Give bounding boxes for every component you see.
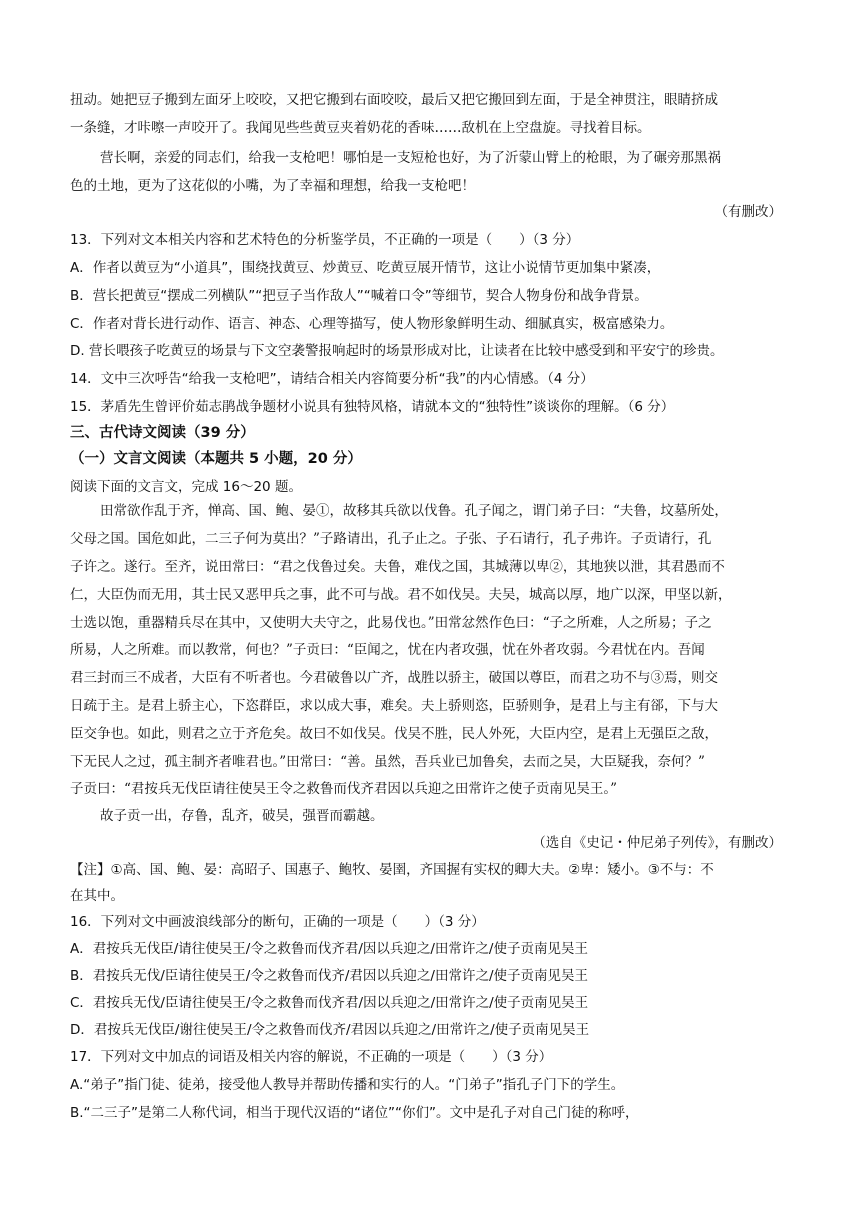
text-line: 【注】①高、国、鲍、晏：高昭子、国惠子、鲍牧、晏圉，齐国握有实权的卿大夫。②卑：矮小。③不与：不	[70, 862, 714, 878]
text-line: B．君按兵无伐/臣请往使吴王/令之救鲁而伐齐/君因以兵迎之/田常许之/使子贡南见吴王	[70, 968, 589, 984]
text-line: 君三封而三不成者，大臣有不听者也。今君破鲁以广齐，战胜以骄主，破国以尊臣，而君之功不与③焉，则交	[70, 670, 718, 686]
text-line: 父母之国。国危如此，二三子何为莫出？”子路请出，孔子止之。子张、子石请行，孔子弗许。子贡请行，孔	[70, 531, 712, 547]
text-line: A.“弟子”指门徒、徒弟，接受他人教导并帮助传播和实行的人。“门弟子”指孔子门下的学生。	[70, 1077, 625, 1093]
text-line: C．君按兵无伐/臣请往使吴王/令之救鲁而伐齐君/因以兵迎之/田常许之/使子贡南见吴王	[70, 995, 589, 1011]
text-line: 仁，大臣伪而无用，其士民又恶甲兵之事，此不可与战。君不如伐吴。夫吴，城高以厚，地广以深，甲坚以新，	[70, 587, 732, 603]
text-line: （选自《史记・仲尼弟子列传》，有删改）	[532, 835, 782, 851]
text-line: 三、古代诗文阅读（39 分）	[70, 425, 255, 441]
text-line: B.“二三子”是第二人称代词，相当于现代汉语的“诸位”“你们”。文中是孔子对自己门徒的称呼，	[70, 1105, 639, 1121]
text-line: D．君按兵无伐臣/谢往使吴王/令之救鲁而伐齐/君因以兵迎之/田常许之/使子贡南见吴王	[70, 1022, 590, 1038]
text-line: 日疏于主。是君上骄主心，下恣群臣，求以成大事，难矣。夫上骄则恣，臣骄则争，是君上与主有郤，下与大	[70, 698, 718, 714]
text-line: 田常欲作乱于齐，惮高、国、鲍、晏①，故移其兵欲以伐鲁。孔子闻之，谓门弟子曰：“夫鲁，坟墓所处，	[100, 503, 728, 519]
text-line: A．作者以黄豆为“小道具”，围绕找黄豆、炒黄豆、吃黄豆展开情节，这让小说情节更加集中紧凑，	[70, 260, 661, 276]
text-line: 14．文中三次呼告“给我一支枪吧”，请结合相关内容简要分析“我”的内心情感。（4 分）	[70, 371, 594, 387]
text-line: 营长啊，亲爱的同志们，给我一支枪吧！哪怕是一支短枪也好，为了沂蒙山臂上的枪眼，为了碾旁那黑祸	[100, 150, 721, 166]
text-line: 子许之。遂行。至齐，说田常曰：“君之伐鲁过矣。夫鲁，难伐之国，其城薄以卑②，其地狭以泄，其君愚而不	[70, 559, 725, 575]
text-line: C．作者对背长进行动作、语言、神态、心理等描写，使人物形象鲜明生动、细腻真实，极富感染力。	[70, 316, 674, 332]
text-line: 15．茅盾先生曾评价茹志鹃战争题材小说具有独特风格，请就本文的“独特性”谈谈你的理解。（6 分）	[70, 399, 675, 415]
text-line: 士选以饱，重器精兵尽在其中，又使明大夫守之，此易伐也。”田常忿然作色曰：“子之所难，人之所易；子之	[70, 615, 712, 631]
text-line: 一条缝，才咔嚓一声咬开了。我闻见些些黄豆夹着奶花的香味……敌机在上空盘旋。寻找着目标。	[70, 120, 651, 136]
text-line: D. 营长喂孩子吃黄豆的场景与下文空袭警报响起时的场景形成对比，让读者在比较中感受到和平安宁的珍贵。	[70, 343, 724, 359]
text-line: 16．下列对文中画波浪线部分的断句，正确的一项是（ ）（3 分）	[70, 914, 485, 930]
text-line: （一）文言文阅读（本题共 5 小题，20 分）	[70, 451, 362, 467]
text-line: A．君按兵无伐臣/请往使吴王/令之救鲁而伐齐君/因以兵迎之/田常许之/使子贡南见吴王	[70, 941, 588, 957]
text-line: B．营长把黄豆“摆成二列横队”“把豆子当作敌人”“喊着口令”等细节，契合人物身份和战争背景。	[70, 288, 648, 304]
text-line: 臣交争也。如此，则君之立于齐危矣。故曰不如伐吴。伐吴不胜，民人外死，大臣内空，是君上无强臣之敌，	[70, 726, 718, 742]
text-line: 在其中。	[70, 888, 124, 904]
text-line: 所易，人之所难。而以教常，何也？”子贡曰：“臣闻之，忧在内者攻强，忧在外者攻弱。今君忧在内。吾闻	[70, 642, 705, 658]
text-line: 扭动。她把豆子搬到左面牙上咬咬，又把它搬到右面咬咬，最后又把它搬回到左面，于是全神贯注，眼睛挤成	[70, 92, 718, 108]
text-line: 17．下列对文中加点的词语及相关内容的解说，不正确的一项是（ ）（3 分）	[70, 1049, 553, 1065]
text-line: 阅读下面的文言文，完成 16～20 题。	[70, 479, 302, 495]
text-line: 色的土地，更为了这花似的小嘴，为了幸福和理想，给我一支枪吧！	[70, 178, 475, 194]
text-line: 下无民人之过，孤主制齐者唯君也。”田常曰：“善。虽然，吾兵业已加鲁矣，去而之吴，大臣疑我，奈何？”	[70, 754, 705, 770]
text-line: 故子贡一出，存鲁，乱齐，破吴，强晋而霸越。	[100, 808, 384, 824]
text-line: 13．下列对文本相关内容和艺术特色的分析鉴学员，不正确的一项是（ ）（3 分）	[70, 232, 580, 248]
text-line: 子贡曰：“君按兵无伐臣请往使吴王令之救鲁而伐齐君因以兵迎之田常许之使子贡南见吴王。”	[70, 781, 618, 797]
text-line: （有删改）	[714, 204, 782, 220]
